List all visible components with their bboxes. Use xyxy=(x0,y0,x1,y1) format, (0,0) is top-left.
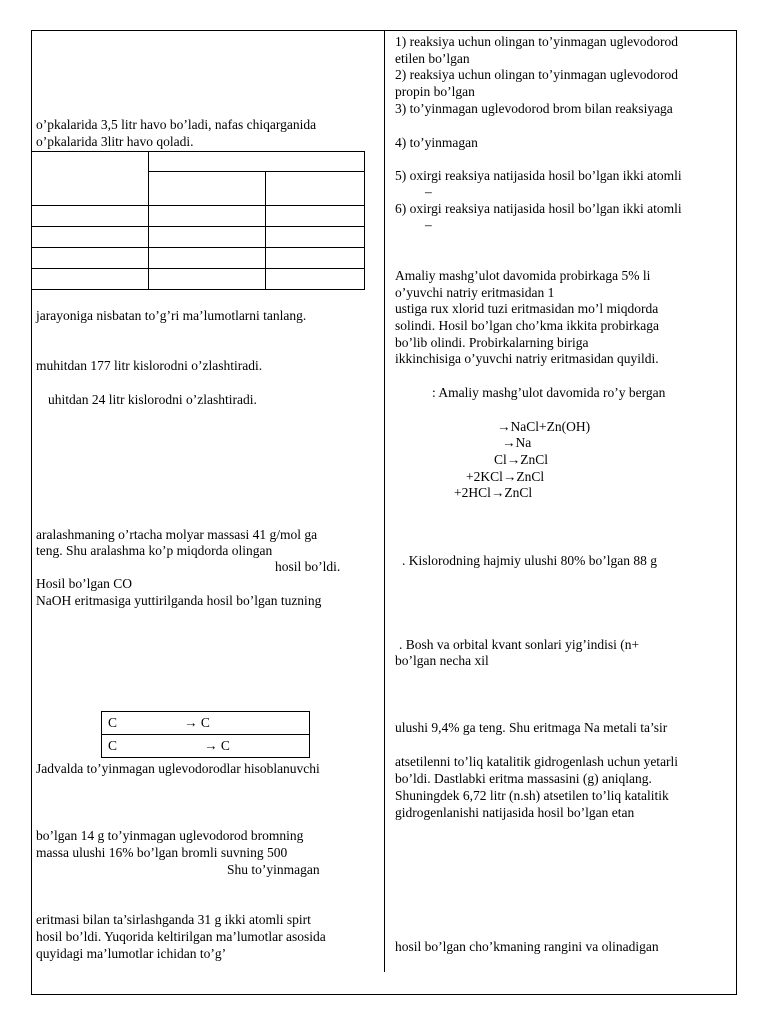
left-line: massa ulushi 16% bo’lgan bromli suvning 500 xyxy=(36,845,288,860)
left-line: hosil bo’ldi. xyxy=(275,559,341,574)
table-cell xyxy=(266,172,365,206)
table-cell xyxy=(149,227,266,248)
table-cell xyxy=(149,172,266,206)
left-line: eritmasi bilan ta’sirlashganda 31 g ikki atomli spirt xyxy=(36,912,311,927)
right-line: 3) to’yinmagan uglevodorod brom bilan reaksiyaga xyxy=(395,101,673,116)
formula-cell: → C xyxy=(178,712,310,735)
table-cell xyxy=(149,152,365,172)
right-line: etilen bo’lgan xyxy=(395,51,470,66)
right-line: propin bo’lgan xyxy=(395,84,475,99)
reaction-line: Cl→ZnCl xyxy=(494,452,549,467)
right-line: 5) oxirgi reaksiya natijasida hosil bo’lgan ikki atomli xyxy=(395,168,682,183)
right-line: . Kislorodning hajmiy ulushi 80% bo’lgan 88 g xyxy=(402,553,657,568)
left-line: o’pkalarida 3litr havo qoladi. xyxy=(36,134,194,149)
left-line: quyidagi ma’lumotlar ichidan to’g’ xyxy=(36,946,227,961)
right-line: atsetilenni to’liq katalitik gidrogenlash uchun yetarli xyxy=(395,754,679,769)
right-line: 6) oxirgi reaksiya natijasida hosil bo’lgan ikki atomli xyxy=(395,201,682,216)
table-cell xyxy=(149,269,266,290)
right-line: bo’ldi. Dastlabki eritma massasini (g) aniqlang. xyxy=(395,771,652,786)
left-line: muhitdan 177 litr kislorodni o’zlashtiradi. xyxy=(36,358,263,373)
formula-cell: C xyxy=(102,712,179,735)
right-line: ikkinchisiga o’yuvchi natriy eritmasidan quyildi. xyxy=(395,351,659,366)
left-line: hosil bo’ldi. Yuqorida keltirilgan ma’lumotlar asosida xyxy=(36,929,326,944)
table-cell xyxy=(32,152,149,206)
right-line: gidrogenlanishi natijasida hosil bo’lgan etan xyxy=(395,805,635,820)
right-line: 2) reaksiya uchun olingan to’yinmagan uglevodorod xyxy=(395,67,679,82)
right-line: 4) to’yinmagan xyxy=(395,135,478,150)
left-line: NaOH eritmasiga yuttirilganda hosil bo’lgan tuzning xyxy=(36,593,322,608)
table-cell xyxy=(32,269,149,290)
formula-table xyxy=(101,711,310,758)
right-line: : Amaliy mashg’ulot davomida ro’y bergan xyxy=(432,385,666,400)
right-line: Shuningdek 6,72 litr (n.sh) atsetilen to’liq katalitik xyxy=(395,788,669,803)
reaction-line: →Na xyxy=(502,435,532,450)
left-line: teng. Shu aralashma ko’p miqdorda olingan xyxy=(36,543,273,558)
right-line: 1) reaksiya uchun olingan to’yinmagan uglevodorod xyxy=(395,34,679,49)
right-line: Amaliy mashg’ulot davomida probirkaga 5% li xyxy=(395,268,651,283)
right-line: ulushi 9,4% ga teng. Shu eritmaga Na metali ta’sir xyxy=(395,720,668,735)
table-cell xyxy=(32,248,149,269)
table-cell xyxy=(266,269,365,290)
blank-table xyxy=(31,151,365,290)
right-line: bo’lgan necha xil xyxy=(395,653,489,668)
table-cell xyxy=(32,206,149,227)
table-cell xyxy=(266,227,365,248)
right-line: ustiga rux xlorid tuzi eritmasidan mo’l miqdorda xyxy=(395,301,659,316)
right-line: bo’lib olindi. Probirkalarning biriga xyxy=(395,335,589,350)
formula-cell: C xyxy=(102,735,179,758)
left-line: aralashmaning o’rtacha molyar massasi 41 g/mol ga xyxy=(36,527,318,542)
right-line: solindi. Hosil bo’lgan cho’kma ikkita probirkaga xyxy=(395,318,659,333)
table-cell xyxy=(32,227,149,248)
right-dash: – xyxy=(425,184,432,199)
left-line: Hosil bo’lgan CO xyxy=(36,576,132,591)
right-line: o’yuvchi natriy eritmasidan 1 xyxy=(395,285,555,300)
right-dash: – xyxy=(425,217,432,232)
table-cell xyxy=(266,248,365,269)
table-cell xyxy=(149,206,266,227)
reaction-line: +2HCl→ZnCl xyxy=(454,485,533,500)
right-line: hosil bo’lgan cho’kmaning rangini va olinadigan xyxy=(395,939,659,954)
left-line: o’pkalarida 3,5 litr havo bo’ladi, nafas chiqarganida xyxy=(36,117,317,132)
column-divider xyxy=(384,30,385,972)
table-cell xyxy=(149,248,266,269)
right-line: . Bosh va orbital kvant sonlari yig’indisi (n+ xyxy=(399,637,640,652)
table-cell xyxy=(266,206,365,227)
left-line: Jadvalda to’yinmagan uglevodorodlar hisoblanuvchi xyxy=(36,761,320,776)
formula-cell: → C xyxy=(178,735,310,758)
left-line: uhitdan 24 litr kislorodni o’zlashtiradi. xyxy=(48,392,257,407)
reaction-line: +2KCl→ZnCl xyxy=(466,469,545,484)
left-line: bo’lgan 14 g to’yinmagan uglevodorod bromning xyxy=(36,828,304,843)
left-line: jarayoniga nisbatan to’g’ri ma’lumotlarni tanlang. xyxy=(36,308,307,323)
reaction-line: →NaCl+Zn(OH) xyxy=(497,419,591,434)
left-line: Shu to’yinmagan xyxy=(227,862,320,877)
